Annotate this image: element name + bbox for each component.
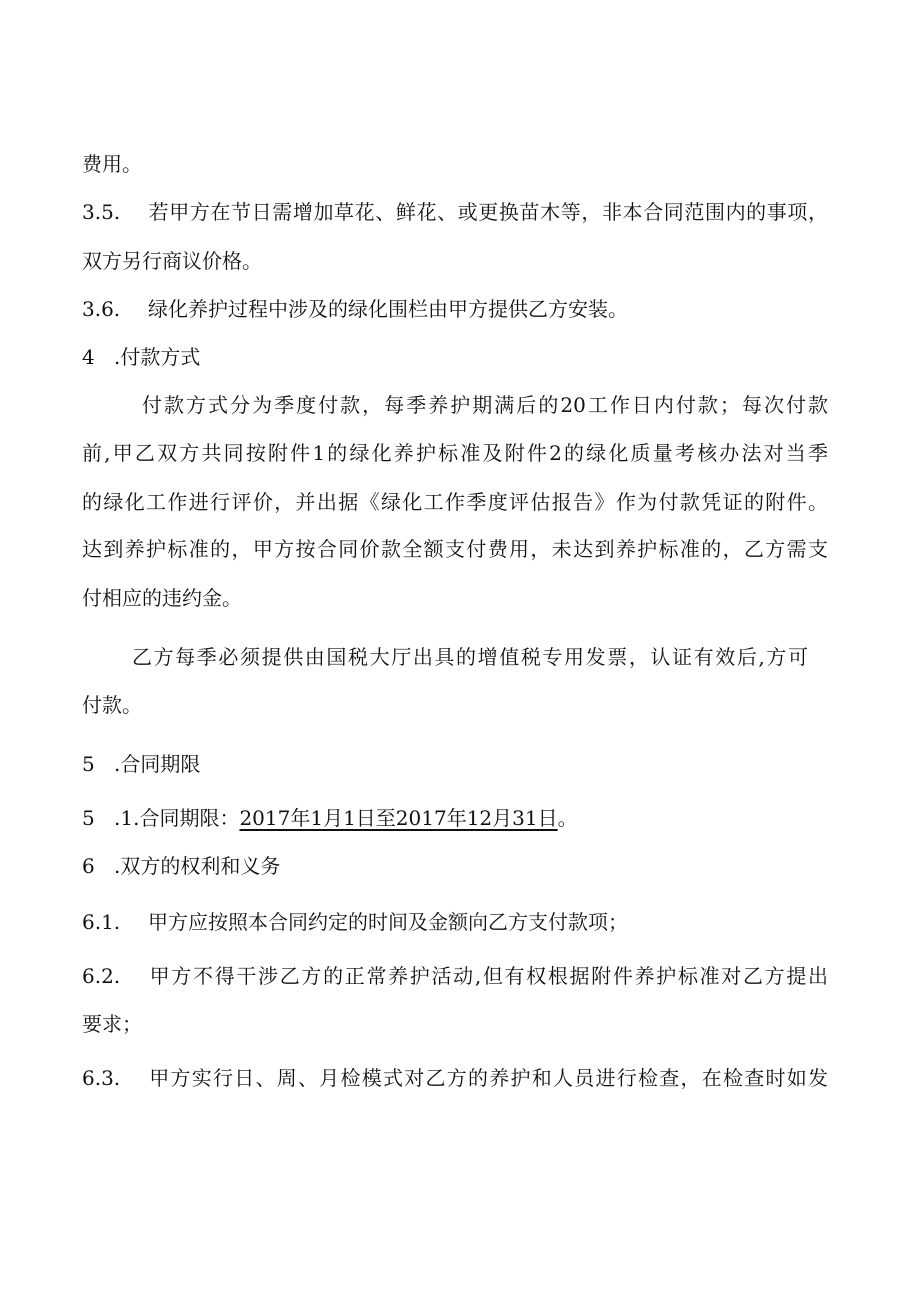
section-heading-4 <box>82 343 200 371</box>
clause-text: 甲方应按照本合同约定的时间及金额向乙方支付款项； <box>148 910 628 934</box>
text-line <box>82 691 142 719</box>
text-line <box>82 247 262 275</box>
text-line <box>82 1010 142 1038</box>
clause-text: 若甲方在节日需增加草花、鲜花、或更换苗木等，非本合同范围内的事项， <box>148 200 828 224</box>
section-title: .付款方式 <box>114 345 201 369</box>
section-title: .双方的权利和义务 <box>114 854 281 878</box>
clause-number: 6.3. <box>82 1066 121 1090</box>
paragraph-text: 付款。 <box>82 693 142 717</box>
clause-6-3 <box>82 1064 828 1092</box>
clause-number: 5 <box>82 806 95 830</box>
clause-number: 3.5. <box>82 200 121 224</box>
text-line <box>142 391 828 419</box>
clause-number: 6.2. <box>82 964 121 988</box>
paragraph-text: 要求； <box>82 1012 142 1036</box>
paragraph-text: 双方另行商议价格。 <box>82 249 262 273</box>
clause-text: 甲方不得干涉乙方的正常养护活动,但有权根据附件养护标准对乙方提出 <box>148 964 828 988</box>
clause-text: 甲方实行日、周、月检模式对乙方的养护和人员进行检查，在检查时如发 <box>148 1066 828 1090</box>
clause-text: 绿化养护过程中涉及的绿化围栏由甲方提供乙方安装。 <box>148 297 628 321</box>
clause-3-5 <box>82 198 828 226</box>
text-line <box>82 439 828 467</box>
text-line <box>82 535 828 563</box>
text-line <box>82 150 142 178</box>
paragraph-text: 的绿化工作进行评价，并出据《绿化工作季度评估报告》作为付款凭证的附件。 <box>82 490 828 514</box>
clause-number: 3.6. <box>82 297 121 321</box>
paragraph-text: 付相应的违约金。 <box>82 586 242 610</box>
paragraph-text: 达到养护标准的，甲方按合同价款全额支付费用，未达到养护标准的，乙方需支 <box>82 537 828 561</box>
paragraph-text: 付款方式分为季度付款，每季养护期满后的20工作日内付款；每次付款 <box>142 393 828 417</box>
clause-5-1 <box>82 804 578 832</box>
section-number: 5 <box>82 752 95 776</box>
paragraph-text: 乙方每季必须提供由国税大厅出具的增值税专用发票，认证有效后,方可 <box>132 645 808 669</box>
section-heading-6 <box>82 852 280 880</box>
section-number: 6 <box>82 854 95 878</box>
paragraph-text: 费用。 <box>82 152 142 176</box>
clause-6-1 <box>82 908 628 936</box>
clause-6-2 <box>82 962 828 990</box>
text-line <box>132 643 808 671</box>
clause-label: .1.合同期限： <box>114 806 240 830</box>
section-title: .合同期限 <box>114 752 201 776</box>
clause-3-6 <box>82 295 628 323</box>
contract-period-dates: 2017年1月1日至2017年12月31日 <box>239 806 558 830</box>
clause-suffix: 。 <box>557 806 578 830</box>
paragraph-text: 前,甲乙双方共同按附件1的绿化养护标准及附件2的绿化质量考核办法对当季 <box>82 441 828 465</box>
text-line <box>82 584 242 612</box>
section-heading-5 <box>82 750 200 778</box>
clause-number: 6.1. <box>82 910 121 934</box>
section-number: 4 <box>82 345 95 369</box>
text-line <box>82 488 828 516</box>
